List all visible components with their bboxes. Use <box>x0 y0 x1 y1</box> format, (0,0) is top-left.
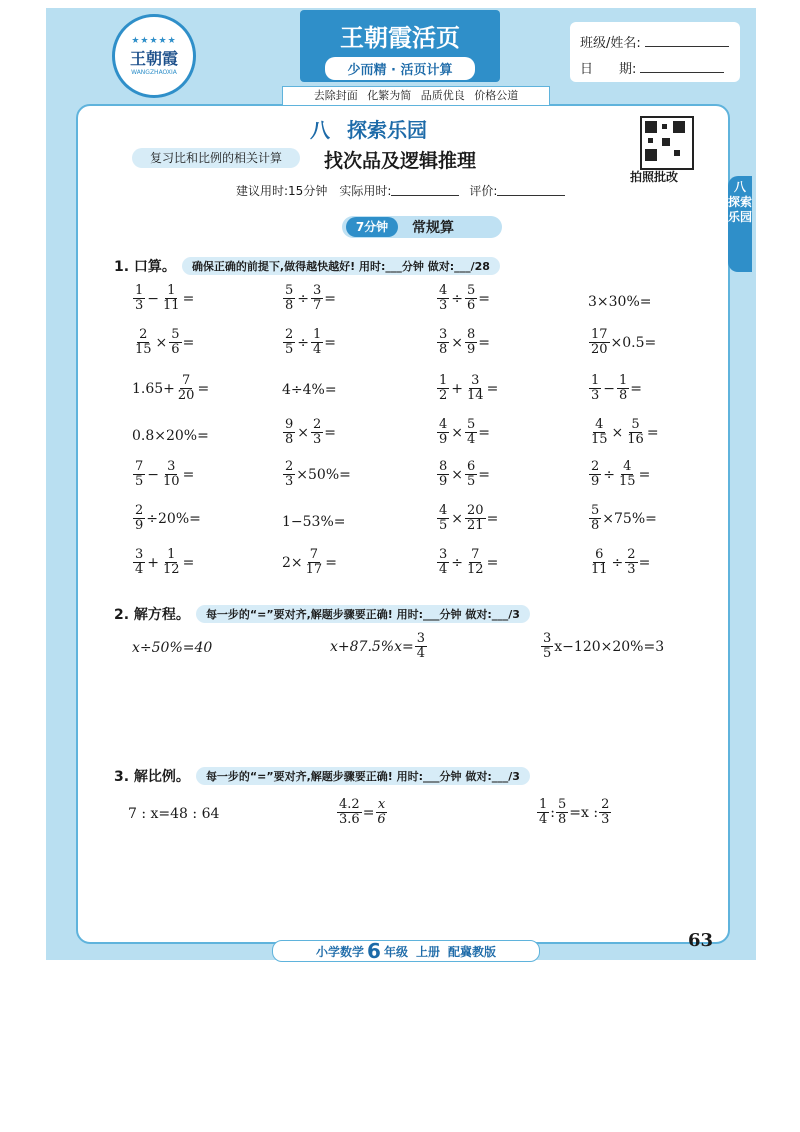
logo-subtext: WANGZHAOXIA <box>131 69 177 76</box>
oral-item: 2× $\frac{7}{17}$ = <box>282 547 337 577</box>
qr-label: 拍照批改 <box>630 170 679 184</box>
footer-volume: 上册 <box>415 944 440 959</box>
section-number: 2. 解方程。 <box>114 607 190 623</box>
qr-code-icon[interactable] <box>640 116 694 170</box>
suggested-time: 建议用时:15分钟 <box>236 184 328 198</box>
slogans: 去除封面 化繁为简 品质优良 价格公道 <box>282 86 550 106</box>
proportion-2: $\frac{4.2}{3.6}$ = $\frac{x}{6}$ <box>339 797 386 827</box>
footer-grade: 6 <box>367 939 381 963</box>
oral-item: $\frac{4}{9}$ × $\frac{5}{4}$ = <box>439 417 491 447</box>
equation-3: $\frac{3}{5}$ x−120×20%=3 <box>543 631 665 661</box>
class-name-row <box>580 32 729 51</box>
oral-item: $\frac{6}{11}$ ÷ $\frac{2}{3}$ = <box>591 547 651 577</box>
oral-item: $\frac{5}{8}$ ×75%= <box>591 503 657 533</box>
unit-title: 八 探索乐园 <box>310 118 427 142</box>
date-field[interactable] <box>640 58 724 73</box>
equation-1: x÷50%=40 <box>132 640 213 656</box>
brand-title: 王朝霞活页 <box>340 24 460 52</box>
student-info-box <box>570 22 740 82</box>
logo-stars: ★★★★★ <box>131 36 177 46</box>
oral-item: $\frac{3}{8}$ × $\frac{8}{9}$ = <box>439 327 491 357</box>
oral-item: 4÷4%= <box>282 382 337 398</box>
oral-item: $\frac{2}{9}$ ÷20%= <box>135 503 201 533</box>
logo-name: 王朝霞 <box>129 49 178 68</box>
oral-item: $\frac{1}{2}$ + $\frac{3}{14}$ = <box>439 373 499 403</box>
oral-item: $\frac{2}{3}$ ×50%= <box>285 459 351 489</box>
oral-item: $\frac{4}{15}$ × $\frac{5}{16}$ = <box>591 417 659 447</box>
oral-item: $\frac{7}{5}$ − $\frac{3}{10}$ = <box>135 459 195 489</box>
section-pill <box>342 216 502 238</box>
section-header-equations <box>114 604 530 624</box>
footer-edition: 配冀教版 <box>447 944 496 959</box>
oral-item: 0.8×20%= <box>132 428 209 444</box>
date-label: 日 期: <box>580 62 637 77</box>
footer-badge <box>272 940 540 962</box>
oral-item: $\frac{8}{9}$ × $\frac{6}{5}$ = <box>439 459 491 489</box>
date-row <box>580 58 724 77</box>
footer-grade-suffix: 年级 <box>383 944 408 959</box>
actual-time-field[interactable] <box>391 182 459 196</box>
section-tip: 确保正确的前提下,做得越快越好! 用时:___分钟 做对:___/28 <box>182 257 500 275</box>
oral-item: 1−53%= <box>282 514 346 530</box>
proportion-3: $\frac{1}{4}$ : $\frac{5}{8}$ =x : $\frac{2}{3}$ <box>539 797 610 827</box>
oral-item: $\frac{17}{20}$ ×0.5= <box>591 327 657 357</box>
actual-time-label: 实际用时: <box>339 184 392 198</box>
class-name-field[interactable] <box>645 32 729 47</box>
section-header-proportions <box>114 766 530 786</box>
oral-item: 1.65+ $\frac{7}{20}$ = <box>132 373 210 403</box>
oral-item: $\frac{9}{8}$ × $\frac{2}{3}$ = <box>285 417 337 447</box>
oral-item: $\frac{3}{4}$ ÷ $\frac{7}{12}$ = <box>439 547 499 577</box>
evaluation-field[interactable] <box>497 182 565 196</box>
oral-item: $\frac{2}{9}$ ÷ $\frac{4}{15}$ = <box>591 459 651 489</box>
topic-title: 找次品及逻辑推理 <box>324 150 477 172</box>
evaluation-label: 评价: <box>469 184 498 198</box>
brand-subtitle: 少而精 · 活页计算 <box>325 57 475 80</box>
class-name-label: 班级/姓名: <box>580 36 641 51</box>
oral-item: 3×30%= <box>588 294 652 310</box>
brand-logo <box>112 14 196 98</box>
oral-item: $\frac{1}{3}$ − $\frac{1}{11}$ = <box>135 283 195 313</box>
review-tag: 复习比和比例的相关计算 <box>132 148 300 168</box>
oral-item: $\frac{5}{8}$ ÷ $\frac{3}{7}$ = <box>285 283 337 313</box>
footer-subject: 小学数学 <box>316 944 365 959</box>
section-tip: 每一步的“=”要对齐,解题步骤要正确! 用时:___分钟 做对:___/3 <box>196 767 530 785</box>
section-number: 1. 口算。 <box>114 259 176 275</box>
timing-row <box>236 182 575 199</box>
proportion-1: 7 : x=48 : 64 <box>128 806 220 822</box>
section-tip: 每一步的“=”要对齐,解题步骤要正确! 用时:___分钟 做对:___/3 <box>196 605 530 623</box>
oral-item: $\frac{2}{5}$ ÷ $\frac{1}{4}$ = <box>285 327 337 357</box>
oral-item: $\frac{1}{3}$ − $\frac{1}{8}$ = <box>591 373 643 403</box>
page-number: 63 <box>688 930 714 951</box>
side-tab: 八 探索乐园 <box>728 176 752 272</box>
equation-2: x+87.5%x= $\frac{3}{4}$ <box>330 631 426 661</box>
brand-banner <box>300 10 500 82</box>
section-minutes: 7分钟 <box>346 217 398 237</box>
oral-item: $\frac{4}{5}$ × $\frac{20}{21}$ = <box>439 503 499 533</box>
oral-item: $\frac{2}{15}$ × $\frac{5}{6}$ = <box>135 327 195 357</box>
oral-item: $\frac{4}{3}$ ÷ $\frac{5}{6}$ = <box>439 283 491 313</box>
section-label: 常规算 <box>412 220 454 236</box>
section-header-oral <box>114 256 500 276</box>
section-number: 3. 解比例。 <box>114 769 190 785</box>
oral-item: $\frac{3}{4}$ + $\frac{1}{12}$ = <box>135 547 195 577</box>
